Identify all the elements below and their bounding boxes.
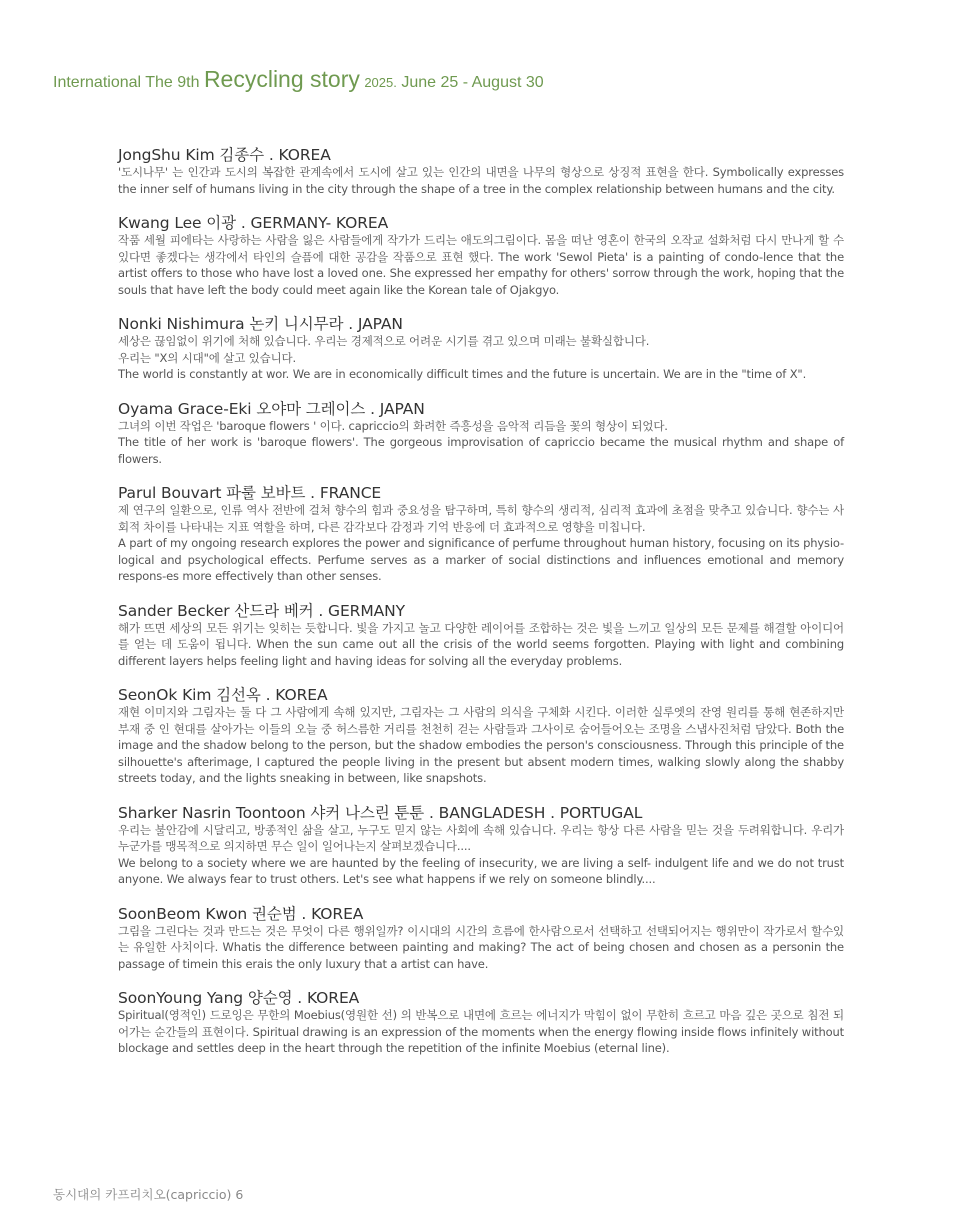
artist-name: SoonBeom Kwon 권순범 . KOREA [118,904,364,923]
artist-name: Sharker Nasrin Toontoon 샤커 나스린 툰툰 . BANGLADESH . PORTUGAL [118,803,643,822]
header-title: Recycling story [203,66,360,92]
artist-description: '도시나무' 는 인간과 도시의 복잡한 관계속에서 도시에 살고 있는 인간의 내면을 나무의 형상으로 상징적 표현을 한다. Symbolically expresses the inner self of humans living in the city through the shape of a tree in the complex relationship between humans and the city. [118,165,844,196]
artist-entry [118,315,844,383]
artist-description: 제 연구의 일환으로, 인류 역사 전반에 걸쳐 향수의 힘과 중요성을 탐구하며, 특히 향수의 생리적, 심리적 효과에 초점을 맞추고 있습니다. 향수는 사회적 차이를 나타내는 지표 역할을 하며, 다른 감각보다 감정과 기억 반응에 더 효과적으로 영향을 미칩니다. [118,503,844,534]
artist-list [118,146,844,1074]
artist-description: The world is constantly at wor. We are in economically difficult times and the future is uncertain. We are in the "time of X". [118,367,807,381]
artist-name: SoonYoung Yang 양순영 . KOREA [118,989,360,1007]
header-year: 2025. [364,75,397,90]
artist-description: 해가 뜨면 세상의 모든 위기는 잊히는 듯합니다. 빛을 가지고 놀고 다양한 레이어를 조합하는 것은 빛을 느끼고 일상의 모든 문제를 해결할 아이디어를 얻는 데 도움이 됩니다. When the sun came out all the crisis of the world seems forgotten. Playing with light and combining different layers helps feeling light and having ideas for solving all the everyday problems. [118,620,844,668]
header-prefix: International The 9th [53,74,200,91]
artist-description: 세상은 끊임없이 위기에 처해 있습니다. 우리는 경제적으로 어려운 시기를 겪고 있으며 미래는 불확실합니다. [118,334,650,348]
artist-description: The title of her work is 'baroque flowers'. The gorgeous improvisation of capriccio became the musical rhythm and shape of flowers. [118,435,844,466]
artist-entry [118,214,844,298]
page-header [53,66,544,93]
artist-description: 그림을 그린다는 것과 만드는 것은 무엇이 다른 행위일까? 이시대의 시간의 흐름에 한사람으로서 선택하고 선택되어지는 행위만이 작가로서 할수있는 유일한 사치이다. Whatis the difference between painting and making? The act of being chosen and chosen as a personin the passage of timein this erais the only luxury that a artist can have. [118,923,844,971]
artist-description: We belong to a society where we are haunted by the feeling of insecurity, we are living a self- indulgent life and we do not trust anyone. We always fear to trust others. Let's see what happens if we rely on someone blindly.... [118,855,844,886]
artist-entry [118,989,844,1057]
artist-description: 그녀의 이번 작업은 'baroque flowers ' 이다. capriccio의 화려한 즉흥성을 음악적 리듬을 꽃의 형상이 되었다. [118,418,668,433]
page-number: 6 [235,1187,244,1202]
artist-description: 우리는 "X의 시대"에 살고 있습니다. [118,350,297,365]
artist-name: Oyama Grace-Eki 오야마 그레이스 . JAPAN [118,399,425,418]
footer-text: 동시대의 카프리치오(capriccio) [53,1187,232,1202]
artist-description: 재현 이미지와 그림자는 둘 다 그 사람에게 속해 있지만, 그림자는 그 사람의 의식을 구체화 시킨다. 이러한 실루엣의 잔영 원리를 통해 현존하지만 부재 중 인 현대를 살아가는 이들의 오늘 중 허스름한 거리를 천천히 걷는 사람들과 그사이로 숨어들어오는 조명을 스냅사진처럼 담았다. Both the image and the shadow belong to the person, but the shadow embodies the person's consciousness. Through this principle of the silhouette's afterimage, I captured the people living in the present but absent modern times, walking slowly along the shabby streets today, and the lights sneaking in between, like snapshots. [118,705,844,785]
artist-entry [118,804,844,888]
page-footer [53,1185,243,1203]
artist-name: JongShu Kim 김종수 . KOREA [118,146,331,164]
artist-name: Sander Becker 산드라 베커 . GERMANY [118,601,405,620]
artist-entry [118,400,844,468]
artist-description: A part of my ongoing research explores the power and significance of perfume throughout human history, focusing on its physio-logical and psychological effects. Perfume serves as a marker of social distinctions and influences emotional and memory respons-es more effectively than other senses. [118,536,844,583]
header-dates: June 25 - August 30 [401,74,544,91]
artist-name: Parul Bouvart 파룰 보바트 . FRANCE [118,484,382,502]
artist-description: 우리는 불안감에 시달리고, 방종적인 삶을 살고, 누구도 믿지 않는 사회에 속해 있습니다. 우리는 항상 다른 사람을 믿는 것을 두려워합니다. 우리가 누군가를 맹목적으로 의지하면 무슨 일이 일어나는지 살펴보겠습니다.... [118,822,844,853]
artist-description: Spiritual(영적인) 드로잉은 무한의 Moebius(영원한 선) 의 반복으로 내면에 흐르는 에너지가 막힘이 없이 무한히 흐르고 마음 깊은 곳으로 침전 되어가는 순간들의 표현이다. Spiritual drawing is an expression of the moments when the energy flowing inside flows infinitely without blockage and settles deep in the heart through the repetition of the infinite Moebius (eternal line). [118,1008,844,1055]
artist-entry [118,146,844,197]
artist-entry [118,686,844,787]
artist-name: Nonki Nishimura 논키 니시무라 . JAPAN [118,315,403,333]
artist-name: Kwang Lee 이광 . GERMANY- KOREA [118,214,389,232]
artist-entry [118,484,844,585]
artist-name: SeonOk Kim 김선옥 . KOREA [118,686,328,704]
artist-entry [118,602,844,670]
artist-description: 작품 세월 피에타는 사랑하는 사람을 잃은 사람들에게 작가가 드리는 애도의그림이다. 몸을 떠난 영혼이 한국의 오작교 설화처럼 다시 만나게 할 수 있다면 좋겠다는 생각에서 타인의 슬픔에 대한 공감을 작품으로 표현 했다. The work 'Sewol Pieta' is a painting of condo-lence that the artist offers to those who have lost a loved one. She expressed her empathy for others' sorrow through the work, hoping that the souls that have left the body could meet again like the Korean tale of Ojakgyo. [118,233,844,297]
artist-entry [118,905,844,973]
